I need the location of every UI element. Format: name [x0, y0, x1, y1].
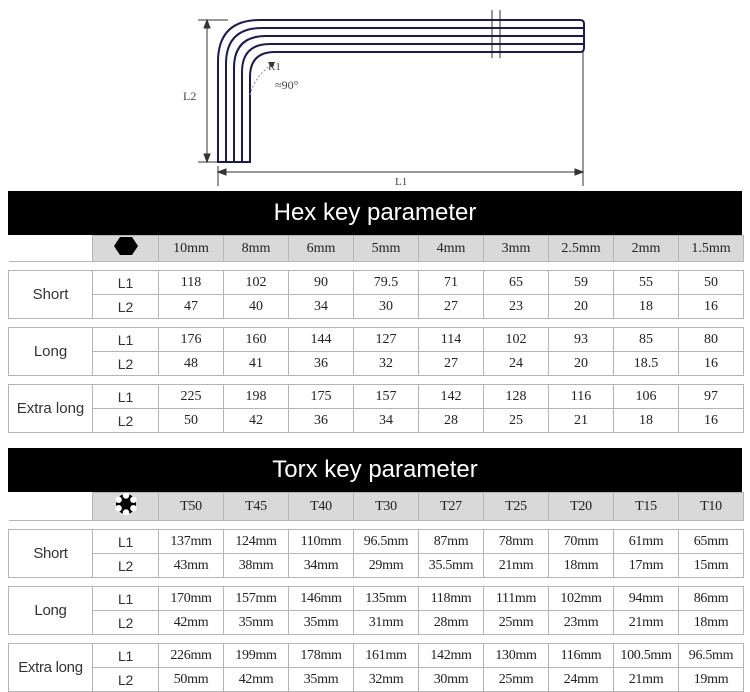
- value-cell: 130mm: [484, 644, 549, 668]
- table-row: [9, 587, 744, 611]
- value-cell: 18.5: [614, 352, 679, 376]
- value-cell: 142: [419, 385, 484, 409]
- size-header: T20: [549, 493, 614, 521]
- value-cell: 90: [289, 271, 354, 295]
- group-label: Extra long: [9, 385, 93, 433]
- angle-label: ≈90°: [275, 78, 299, 92]
- table-row: [9, 530, 744, 554]
- value-cell: 161mm: [354, 644, 419, 668]
- value-cell: 50: [159, 409, 224, 433]
- dimension-label: L2: [93, 409, 159, 433]
- value-cell: 34: [289, 295, 354, 319]
- value-cell: 25mm: [484, 611, 549, 635]
- value-cell: 100.5mm: [614, 644, 679, 668]
- value-cell: 27: [419, 295, 484, 319]
- dimension-label: L2: [93, 352, 159, 376]
- value-cell: 118: [159, 271, 224, 295]
- value-cell: 110mm: [289, 530, 354, 554]
- size-header: 3mm: [484, 236, 549, 262]
- dimension-label: L1: [93, 271, 159, 295]
- size-header: 10mm: [159, 236, 224, 262]
- value-cell: 199mm: [224, 644, 289, 668]
- value-cell: 20: [549, 352, 614, 376]
- dimension-label: L1: [93, 530, 159, 554]
- value-cell: 50: [679, 271, 744, 295]
- l1-dimension-label: L1: [395, 176, 408, 188]
- size-header: 2mm: [614, 236, 679, 262]
- value-cell: 116mm: [549, 644, 614, 668]
- value-cell: 87mm: [419, 530, 484, 554]
- size-header: 4mm: [419, 236, 484, 262]
- value-cell: 127: [354, 328, 419, 352]
- size-header: T10: [679, 493, 744, 521]
- table-row: [9, 352, 744, 376]
- value-cell: 41: [224, 352, 289, 376]
- dimension-label: L1: [93, 587, 159, 611]
- size-header: T45: [224, 493, 289, 521]
- value-cell: 16: [679, 409, 744, 433]
- value-cell: 176: [159, 328, 224, 352]
- value-cell: 102mm: [549, 587, 614, 611]
- size-header: T40: [289, 493, 354, 521]
- table-row: [9, 554, 744, 578]
- value-cell: 47: [159, 295, 224, 319]
- value-cell: 157mm: [224, 587, 289, 611]
- value-cell: 18mm: [679, 611, 744, 635]
- size-header: 2.5mm: [549, 236, 614, 262]
- value-cell: 178mm: [289, 644, 354, 668]
- value-cell: 28mm: [419, 611, 484, 635]
- value-cell: 24mm: [549, 668, 614, 692]
- value-cell: 31mm: [354, 611, 419, 635]
- value-cell: 198: [224, 385, 289, 409]
- value-cell: 27: [419, 352, 484, 376]
- group-label: Short: [9, 530, 93, 578]
- value-cell: 30mm: [419, 668, 484, 692]
- value-cell: 170mm: [159, 587, 224, 611]
- size-header: T27: [419, 493, 484, 521]
- size-header: T15: [614, 493, 679, 521]
- value-cell: 38mm: [224, 554, 289, 578]
- value-cell: 142mm: [419, 644, 484, 668]
- table-row: [9, 385, 744, 409]
- value-cell: 28: [419, 409, 484, 433]
- value-cell: 55: [614, 271, 679, 295]
- value-cell: 21: [549, 409, 614, 433]
- hex-parameter-table: [8, 235, 744, 433]
- value-cell: 34mm: [289, 554, 354, 578]
- value-cell: 106: [614, 385, 679, 409]
- dimension-label: L2: [93, 611, 159, 635]
- radius-label: R1: [268, 61, 281, 73]
- value-cell: 18: [614, 409, 679, 433]
- value-cell: 116: [549, 385, 614, 409]
- key-outline: [218, 20, 584, 162]
- value-cell: 42mm: [159, 611, 224, 635]
- value-cell: 24: [484, 352, 549, 376]
- size-header: 1.5mm: [679, 236, 744, 262]
- value-cell: 96.5mm: [354, 530, 419, 554]
- value-cell: 16: [679, 352, 744, 376]
- group-label: Extra long: [9, 644, 93, 692]
- value-cell: 15mm: [679, 554, 744, 578]
- value-cell: 61mm: [614, 530, 679, 554]
- size-header: T30: [354, 493, 419, 521]
- value-cell: 20: [549, 295, 614, 319]
- table-row: [9, 611, 744, 635]
- value-cell: 43mm: [159, 554, 224, 578]
- value-cell: 19mm: [679, 668, 744, 692]
- value-cell: 59: [549, 271, 614, 295]
- value-cell: 114: [419, 328, 484, 352]
- table-row: [9, 409, 744, 433]
- value-cell: 86mm: [679, 587, 744, 611]
- torx-parameter-table: [8, 492, 744, 692]
- value-cell: 102: [224, 271, 289, 295]
- hexagon-icon: [113, 236, 139, 256]
- value-cell: 50mm: [159, 668, 224, 692]
- value-cell: 32: [354, 352, 419, 376]
- value-cell: 23: [484, 295, 549, 319]
- value-cell: 25mm: [484, 668, 549, 692]
- value-cell: 42: [224, 409, 289, 433]
- value-cell: 137mm: [159, 530, 224, 554]
- group-label: Long: [9, 587, 93, 635]
- value-cell: 35mm: [289, 668, 354, 692]
- value-cell: 96.5mm: [679, 644, 744, 668]
- value-cell: 40: [224, 295, 289, 319]
- value-cell: 226mm: [159, 644, 224, 668]
- value-cell: 36: [289, 352, 354, 376]
- value-cell: 21mm: [484, 554, 549, 578]
- table-row: [9, 271, 744, 295]
- dimension-label: L1: [93, 385, 159, 409]
- table-row: [9, 644, 744, 668]
- l2-dimension-label: L2: [183, 89, 197, 103]
- value-cell: 35mm: [224, 611, 289, 635]
- value-cell: 146mm: [289, 587, 354, 611]
- value-cell: 65: [484, 271, 549, 295]
- value-cell: 102: [484, 328, 549, 352]
- hex-key-diagram: [0, 0, 750, 190]
- value-cell: 93: [549, 328, 614, 352]
- table-row: [9, 668, 744, 692]
- value-cell: 36: [289, 409, 354, 433]
- value-cell: 21mm: [614, 668, 679, 692]
- value-cell: 48: [159, 352, 224, 376]
- dimension-label: L2: [93, 554, 159, 578]
- value-cell: 29mm: [354, 554, 419, 578]
- size-header: 8mm: [224, 236, 289, 262]
- value-cell: 128: [484, 385, 549, 409]
- value-cell: 118mm: [419, 587, 484, 611]
- value-cell: 18: [614, 295, 679, 319]
- value-cell: 124mm: [224, 530, 289, 554]
- value-cell: 42mm: [224, 668, 289, 692]
- value-cell: 225: [159, 385, 224, 409]
- group-label: Short: [9, 271, 93, 319]
- dimension-label: L2: [93, 295, 159, 319]
- value-cell: 71: [419, 271, 484, 295]
- group-label: Long: [9, 328, 93, 376]
- torx-section-title: Torx key parameter: [8, 448, 742, 492]
- value-cell: 157: [354, 385, 419, 409]
- value-cell: 16: [679, 295, 744, 319]
- value-cell: 21mm: [614, 611, 679, 635]
- value-cell: 79.5: [354, 271, 419, 295]
- value-cell: 65mm: [679, 530, 744, 554]
- value-cell: 35.5mm: [419, 554, 484, 578]
- value-cell: 30: [354, 295, 419, 319]
- value-cell: 35mm: [289, 611, 354, 635]
- size-header: 5mm: [354, 236, 419, 262]
- table-row: [9, 328, 744, 352]
- value-cell: 18mm: [549, 554, 614, 578]
- value-cell: 111mm: [484, 587, 549, 611]
- size-header: T50: [159, 493, 224, 521]
- size-header: T25: [484, 493, 549, 521]
- dimension-label: L2: [93, 668, 159, 692]
- table-row: [9, 295, 744, 319]
- value-cell: 85: [614, 328, 679, 352]
- value-cell: 80: [679, 328, 744, 352]
- value-cell: 160: [224, 328, 289, 352]
- value-cell: 97: [679, 385, 744, 409]
- value-cell: 34: [354, 409, 419, 433]
- value-cell: 78mm: [484, 530, 549, 554]
- value-cell: 70mm: [549, 530, 614, 554]
- value-cell: 144: [289, 328, 354, 352]
- torx-star-icon: [114, 493, 138, 515]
- size-header: 6mm: [289, 236, 354, 262]
- dimension-label: L1: [93, 328, 159, 352]
- value-cell: 94mm: [614, 587, 679, 611]
- value-cell: 175: [289, 385, 354, 409]
- value-cell: 17mm: [614, 554, 679, 578]
- value-cell: 23mm: [549, 611, 614, 635]
- value-cell: 135mm: [354, 587, 419, 611]
- value-cell: 32mm: [354, 668, 419, 692]
- hex-section-title: Hex key parameter: [8, 191, 742, 235]
- dimension-label: L1: [93, 644, 159, 668]
- value-cell: 25: [484, 409, 549, 433]
